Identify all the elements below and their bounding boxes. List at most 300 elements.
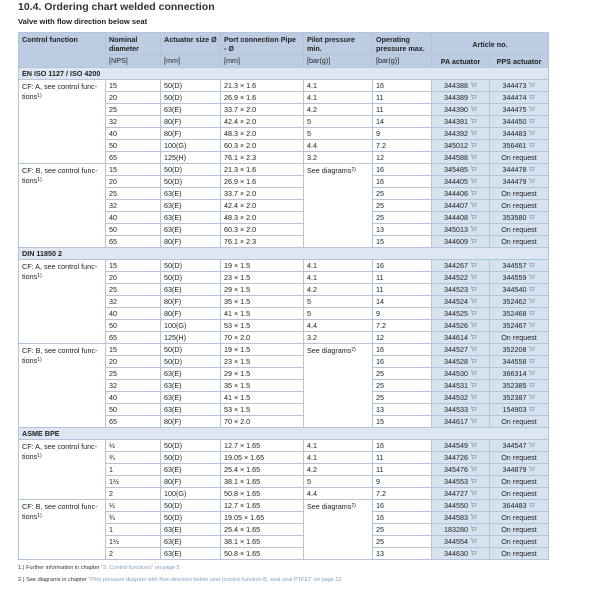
pps-article-no[interactable] <box>490 212 549 224</box>
operating-pressure: 13 <box>373 224 432 236</box>
shopping-cart-icon[interactable] <box>528 82 535 88</box>
actuator-size: 80(F) <box>161 116 221 128</box>
header-actuator-size: Actuator size Ø <box>161 33 221 55</box>
port-connection: 19.05 × 1.65 <box>221 452 304 464</box>
pa-article-no[interactable] <box>432 524 490 536</box>
article-number: 344475 <box>502 104 527 114</box>
operating-pressure: 25 <box>373 368 432 380</box>
article-number: On request <box>501 524 537 534</box>
operating-pressure: 9 <box>373 476 432 488</box>
control-function-cell <box>19 260 106 344</box>
shopping-cart-icon[interactable] <box>470 526 477 532</box>
article-number: 154903 <box>502 404 527 414</box>
footnote-ref: 1) <box>37 356 42 363</box>
shopping-cart-icon[interactable] <box>470 226 477 232</box>
shopping-cart-icon[interactable] <box>470 538 477 544</box>
actuator-size: 80(F) <box>161 416 221 428</box>
port-connection: 19 × 1.5 <box>221 344 304 356</box>
header-pps-actuator: PPS actuator <box>490 55 549 68</box>
article-number: 344558 <box>502 356 527 366</box>
operating-pressure: 25 <box>373 536 432 548</box>
port-connection: 76.1 × 2.3 <box>221 152 304 164</box>
nominal-diameter: 20 <box>106 356 161 368</box>
shopping-cart-icon[interactable] <box>528 370 535 376</box>
port-connection: 23 × 1.5 <box>221 356 304 368</box>
pa-article-no[interactable] <box>432 308 490 320</box>
pps-article-no[interactable] <box>490 296 549 308</box>
pa-article-no[interactable] <box>432 500 490 512</box>
shopping-cart-icon[interactable] <box>470 286 477 292</box>
shopping-cart-icon[interactable] <box>528 346 535 352</box>
pa-article-no[interactable] <box>432 392 490 404</box>
shopping-cart-icon[interactable] <box>528 214 535 220</box>
pa-article-no[interactable] <box>432 320 490 332</box>
footnote-link[interactable]: "3. Control functions" on page 5 <box>101 565 180 571</box>
pa-article-no[interactable] <box>432 260 490 272</box>
control-function-label: CF: B, see control func-tions <box>22 346 98 365</box>
article-number: 345013 <box>444 224 468 234</box>
pps-article-no[interactable] <box>490 176 549 188</box>
pa-article-no[interactable] <box>432 488 490 500</box>
article-number: 344473 <box>502 80 527 90</box>
shopping-cart-icon[interactable] <box>470 82 477 88</box>
shopping-cart-icon[interactable] <box>528 310 535 316</box>
pps-article-no <box>490 152 549 164</box>
actuator-size: 80(F) <box>161 296 221 308</box>
shopping-cart-icon[interactable] <box>470 346 477 352</box>
shopping-cart-icon[interactable] <box>528 298 535 304</box>
operating-pressure: 25 <box>373 392 432 404</box>
shopping-cart-icon[interactable] <box>470 298 477 304</box>
pps-article-no <box>490 236 549 248</box>
shopping-cart-icon[interactable] <box>528 94 535 100</box>
pps-article-no[interactable] <box>490 392 549 404</box>
pa-article-no[interactable] <box>432 452 490 464</box>
pilot-pressure: 3.2 <box>304 332 373 344</box>
shopping-cart-icon[interactable] <box>470 490 477 496</box>
header-control-function: Control function <box>19 33 106 68</box>
actuator-size: 50(D) <box>161 500 221 512</box>
control-function-label: CF: B, see control func-tions <box>22 166 98 185</box>
footnote-link[interactable]: "Pilot pressure diagram with flow direction below seat (control function B, seat seal PTFE)" on page 12 <box>88 577 342 583</box>
operating-pressure: 13 <box>373 404 432 416</box>
actuator-size: 100(G) <box>161 320 221 332</box>
nominal-diameter: 1 <box>106 464 161 476</box>
operating-pressure: 7.2 <box>373 320 432 332</box>
pps-article-no[interactable] <box>490 128 549 140</box>
article-number: 344450 <box>502 116 527 126</box>
actuator-size: 100(G) <box>161 488 221 500</box>
shopping-cart-icon[interactable] <box>470 442 477 448</box>
shopping-cart-icon[interactable] <box>528 502 535 508</box>
port-connection: 70 × 2.0 <box>221 416 304 428</box>
footnote-ref: 2) <box>351 347 356 353</box>
actuator-size: 63(E) <box>161 200 221 212</box>
pa-article-no[interactable] <box>432 272 490 284</box>
shopping-cart-icon[interactable] <box>470 118 477 124</box>
shopping-cart-icon[interactable] <box>528 118 535 124</box>
article-number: 352467 <box>502 320 527 330</box>
port-connection: 33.7 × 2.0 <box>221 104 304 116</box>
article-number: 344405 <box>444 176 468 186</box>
pilot-pressure: 4.1 <box>304 260 373 272</box>
article-number: 344727 <box>444 488 468 498</box>
shopping-cart-icon[interactable] <box>470 394 477 400</box>
pa-article-no[interactable] <box>432 152 490 164</box>
footnote-ref: 1) <box>37 92 42 99</box>
pa-article-no[interactable] <box>432 296 490 308</box>
shopping-cart-icon[interactable] <box>528 166 535 172</box>
shopping-cart-icon[interactable] <box>470 550 477 556</box>
article-number: 344392 <box>444 128 468 138</box>
pa-article-no[interactable] <box>432 356 490 368</box>
shopping-cart-icon[interactable] <box>470 202 477 208</box>
pa-article-no[interactable] <box>432 176 490 188</box>
ordering-chart-table <box>18 32 549 560</box>
shopping-cart-icon[interactable] <box>470 454 477 460</box>
shopping-cart-icon[interactable] <box>528 382 535 388</box>
pa-article-no[interactable] <box>432 164 490 176</box>
pilot-pressure-note: See diagrams <box>307 166 352 175</box>
operating-pressure: 16 <box>373 512 432 524</box>
pps-article-no[interactable] <box>490 404 549 416</box>
operating-pressure: 16 <box>373 500 432 512</box>
pilot-pressure-cell <box>304 500 373 560</box>
pa-article-no[interactable] <box>432 128 490 140</box>
operating-pressure: 25 <box>373 524 432 536</box>
port-connection: 53 × 1.5 <box>221 320 304 332</box>
pa-article-no[interactable] <box>432 536 490 548</box>
pa-article-no[interactable] <box>432 368 490 380</box>
operating-pressure: 25 <box>373 212 432 224</box>
section-row <box>19 68 549 80</box>
nominal-diameter: 20 <box>106 272 161 284</box>
actuator-size: 63(E) <box>161 524 221 536</box>
pps-article-no[interactable] <box>490 104 549 116</box>
article-number: 344617 <box>444 416 468 426</box>
nominal-diameter: 1½ <box>106 476 161 488</box>
pps-article-no <box>490 512 549 524</box>
article-number: 345476 <box>444 464 468 474</box>
article-number: 344630 <box>444 548 468 558</box>
footnote-2 <box>18 576 600 584</box>
article-number: 364483 <box>502 500 527 510</box>
port-connection: 38.1 × 1.65 <box>221 476 304 488</box>
actuator-size: 100(G) <box>161 140 221 152</box>
pilot-pressure-cell <box>304 164 373 248</box>
shopping-cart-icon[interactable] <box>470 310 477 316</box>
operating-pressure: 11 <box>373 92 432 104</box>
article-number: 344390 <box>444 104 468 114</box>
shopping-cart-icon[interactable] <box>470 262 477 268</box>
shopping-cart-icon[interactable] <box>470 190 477 196</box>
pps-article-no <box>490 188 549 200</box>
actuator-size: 50(D) <box>161 512 221 524</box>
pps-article-no <box>490 476 549 488</box>
pps-article-no[interactable] <box>490 308 549 320</box>
actuator-size: 125(H) <box>161 332 221 344</box>
article-number: 344408 <box>444 212 468 222</box>
pa-article-no[interactable] <box>432 512 490 524</box>
table-row <box>19 260 549 272</box>
pilot-pressure: 4.2 <box>304 284 373 296</box>
operating-pressure: 25 <box>373 188 432 200</box>
article-number: 366314 <box>502 368 527 378</box>
nominal-diameter: 25 <box>106 368 161 380</box>
article-number: 345012 <box>444 140 468 150</box>
section-title: ASME BPE <box>19 428 549 440</box>
pa-article-no[interactable] <box>432 188 490 200</box>
pps-article-no <box>490 332 549 344</box>
operating-pressure: 7.2 <box>373 488 432 500</box>
shopping-cart-icon[interactable] <box>470 322 477 328</box>
pa-article-no[interactable] <box>432 476 490 488</box>
shopping-cart-icon[interactable] <box>528 142 535 148</box>
pa-article-no[interactable] <box>432 284 490 296</box>
pps-article-no[interactable] <box>490 164 549 176</box>
pilot-pressure: 5 <box>304 476 373 488</box>
pps-article-no[interactable] <box>490 272 549 284</box>
actuator-size: 63(E) <box>161 548 221 560</box>
pa-article-no[interactable] <box>432 380 490 392</box>
port-connection: 29 × 1.5 <box>221 368 304 380</box>
pa-article-no[interactable] <box>432 200 490 212</box>
pa-article-no[interactable] <box>432 416 490 428</box>
unit-mm: [mm] <box>161 55 221 68</box>
port-connection: 29 × 1.5 <box>221 284 304 296</box>
pps-article-no[interactable] <box>490 140 549 152</box>
pilot-pressure-note: See diagrams <box>307 502 352 511</box>
article-number: On request <box>501 452 537 462</box>
nominal-diameter: 65 <box>106 416 161 428</box>
pps-article-no[interactable] <box>490 500 549 512</box>
pa-article-no[interactable] <box>432 104 490 116</box>
pps-article-no[interactable] <box>490 80 549 92</box>
article-number: 352468 <box>502 308 527 318</box>
pilot-pressure: 4.1 <box>304 440 373 452</box>
pps-article-no <box>490 452 549 464</box>
operating-pressure: 25 <box>373 200 432 212</box>
control-function-label: CF: B, see control func-tions <box>22 502 98 521</box>
nominal-diameter: 25 <box>106 104 161 116</box>
shopping-cart-icon[interactable] <box>470 514 477 520</box>
nominal-diameter: ¾ <box>106 452 161 464</box>
pa-article-no[interactable] <box>432 92 490 104</box>
shopping-cart-icon[interactable] <box>470 406 477 412</box>
article-number: On request <box>501 332 537 342</box>
header-port-connection: Port connection Pipe - Ø <box>221 33 304 55</box>
shopping-cart-icon[interactable] <box>528 106 535 112</box>
operating-pressure: 16 <box>373 440 432 452</box>
control-function-label: CF: A, see control func-tions <box>22 82 98 101</box>
article-number: On request <box>501 536 537 546</box>
article-number: 344389 <box>444 92 468 102</box>
pa-article-no[interactable] <box>432 332 490 344</box>
article-number: 344557 <box>502 260 527 270</box>
shopping-cart-icon[interactable] <box>470 130 477 136</box>
port-connection: 23 × 1.5 <box>221 272 304 284</box>
article-number: On request <box>501 488 537 498</box>
pa-article-no[interactable] <box>432 224 490 236</box>
port-connection: 60.3 × 2.0 <box>221 140 304 152</box>
port-connection: 35 × 1.5 <box>221 296 304 308</box>
shopping-cart-icon[interactable] <box>470 166 477 172</box>
shopping-cart-icon[interactable] <box>528 358 535 364</box>
pps-article-no <box>490 536 549 548</box>
port-connection: 26.9 × 1.6 <box>221 176 304 188</box>
pa-article-no[interactable] <box>432 344 490 356</box>
article-number: 344483 <box>502 128 527 138</box>
actuator-size: 50(D) <box>161 356 221 368</box>
actuator-size: 63(E) <box>161 464 221 476</box>
nominal-diameter: ½ <box>106 500 161 512</box>
pps-article-no[interactable] <box>490 344 549 356</box>
port-connection: 76.1 × 2.3 <box>221 236 304 248</box>
pps-article-no <box>490 488 549 500</box>
article-number: 352208 <box>502 344 527 354</box>
actuator-size: 50(D) <box>161 452 221 464</box>
pps-article-no[interactable] <box>490 260 549 272</box>
shopping-cart-icon[interactable] <box>528 130 535 136</box>
shopping-cart-icon[interactable] <box>470 214 477 220</box>
port-connection: 41 × 1.5 <box>221 392 304 404</box>
article-number: 344879 <box>502 464 527 474</box>
article-number: 344549 <box>444 440 468 450</box>
shopping-cart-icon[interactable] <box>470 238 477 244</box>
pps-article-no[interactable] <box>490 464 549 476</box>
pa-article-no[interactable] <box>432 440 490 452</box>
article-number: 344554 <box>444 536 468 546</box>
shopping-cart-icon[interactable] <box>528 178 535 184</box>
table-row <box>19 440 549 452</box>
actuator-size: 63(E) <box>161 224 221 236</box>
article-number: 344523 <box>444 284 468 294</box>
table-row <box>19 164 549 176</box>
shopping-cart-icon[interactable] <box>470 274 477 280</box>
nominal-diameter: 15 <box>106 80 161 92</box>
section-title: EN ISO 1127 / ISO 4200 <box>19 68 549 80</box>
nominal-diameter: 15 <box>106 164 161 176</box>
pa-article-no[interactable] <box>432 80 490 92</box>
article-number: 344531 <box>444 380 468 390</box>
port-connection: 60.3 × 2.0 <box>221 224 304 236</box>
shopping-cart-icon[interactable] <box>470 106 477 112</box>
actuator-size: 63(E) <box>161 212 221 224</box>
shopping-cart-icon[interactable] <box>528 442 535 448</box>
port-connection: 19.05 × 1.65 <box>221 512 304 524</box>
section-row <box>19 248 549 260</box>
shopping-cart-icon[interactable] <box>470 382 477 388</box>
pps-article-no[interactable] <box>490 92 549 104</box>
pa-article-no[interactable] <box>432 548 490 560</box>
pps-article-no[interactable] <box>490 116 549 128</box>
shopping-cart-icon[interactable] <box>470 502 477 508</box>
port-connection: 53 × 1.5 <box>221 404 304 416</box>
shopping-cart-icon[interactable] <box>528 274 535 280</box>
shopping-cart-icon[interactable] <box>470 178 477 184</box>
nominal-diameter: 50 <box>106 140 161 152</box>
pps-article-no[interactable] <box>490 368 549 380</box>
header-pa-actuator: PA actuator <box>432 55 490 68</box>
operating-pressure: 11 <box>373 272 432 284</box>
shopping-cart-icon[interactable] <box>528 322 535 328</box>
article-number: 344525 <box>444 308 468 318</box>
nominal-diameter: 40 <box>106 128 161 140</box>
operating-pressure: 15 <box>373 236 432 248</box>
pilot-pressure: 4.4 <box>304 488 373 500</box>
pa-article-no[interactable] <box>432 404 490 416</box>
actuator-size: 63(E) <box>161 536 221 548</box>
shopping-cart-icon[interactable] <box>470 142 477 148</box>
article-number: 344547 <box>502 440 527 450</box>
shopping-cart-icon[interactable] <box>528 262 535 268</box>
shopping-cart-icon[interactable] <box>470 94 477 100</box>
pa-article-no[interactable] <box>432 236 490 248</box>
shopping-cart-icon[interactable] <box>470 358 477 364</box>
pps-article-no[interactable] <box>490 380 549 392</box>
shopping-cart-icon[interactable] <box>528 394 535 400</box>
operating-pressure: 9 <box>373 128 432 140</box>
shopping-cart-icon[interactable] <box>470 466 477 472</box>
port-connection: 50.8 × 1.65 <box>221 488 304 500</box>
shopping-cart-icon[interactable] <box>528 286 535 292</box>
operating-pressure: 16 <box>373 176 432 188</box>
article-number: On request <box>501 512 537 522</box>
pa-article-no[interactable] <box>432 116 490 128</box>
actuator-size: 50(D) <box>161 176 221 188</box>
pilot-pressure: 4.1 <box>304 272 373 284</box>
pa-article-no[interactable] <box>432 140 490 152</box>
shopping-cart-icon[interactable] <box>470 334 477 340</box>
pa-article-no[interactable] <box>432 212 490 224</box>
control-function-label: CF: A, see control func-tions <box>22 442 98 461</box>
pps-article-no[interactable] <box>490 320 549 332</box>
pps-article-no[interactable] <box>490 440 549 452</box>
operating-pressure: 16 <box>373 260 432 272</box>
shopping-cart-icon[interactable] <box>528 466 535 472</box>
pilot-pressure: 4.1 <box>304 452 373 464</box>
pilot-pressure-cell <box>304 344 373 428</box>
article-number: 344526 <box>444 320 468 330</box>
nominal-diameter: 20 <box>106 92 161 104</box>
article-number: 344391 <box>444 116 468 126</box>
article-number: On request <box>501 152 537 162</box>
article-number: 344388 <box>444 80 468 90</box>
pa-article-no[interactable] <box>432 464 490 476</box>
pps-article-no[interactable] <box>490 356 549 368</box>
control-function-cell <box>19 344 106 428</box>
shopping-cart-icon[interactable] <box>470 478 477 484</box>
nominal-diameter: 65 <box>106 236 161 248</box>
article-number: 183280 <box>444 524 468 534</box>
pps-article-no <box>490 548 549 560</box>
shopping-cart-icon[interactable] <box>470 370 477 376</box>
shopping-cart-icon[interactable] <box>470 418 477 424</box>
pilot-pressure: 4.4 <box>304 140 373 152</box>
nominal-diameter: 2 <box>106 488 161 500</box>
nominal-diameter: 50 <box>106 224 161 236</box>
actuator-size: 125(H) <box>161 152 221 164</box>
control-function-cell <box>19 164 106 248</box>
operating-pressure: 12 <box>373 332 432 344</box>
actuator-size: 80(F) <box>161 236 221 248</box>
shopping-cart-icon[interactable] <box>470 154 477 160</box>
shopping-cart-icon[interactable] <box>528 406 535 412</box>
port-connection: 70 × 2.0 <box>221 332 304 344</box>
pps-article-no[interactable] <box>490 284 549 296</box>
actuator-size: 50(D) <box>161 260 221 272</box>
article-number: 344559 <box>502 272 527 282</box>
